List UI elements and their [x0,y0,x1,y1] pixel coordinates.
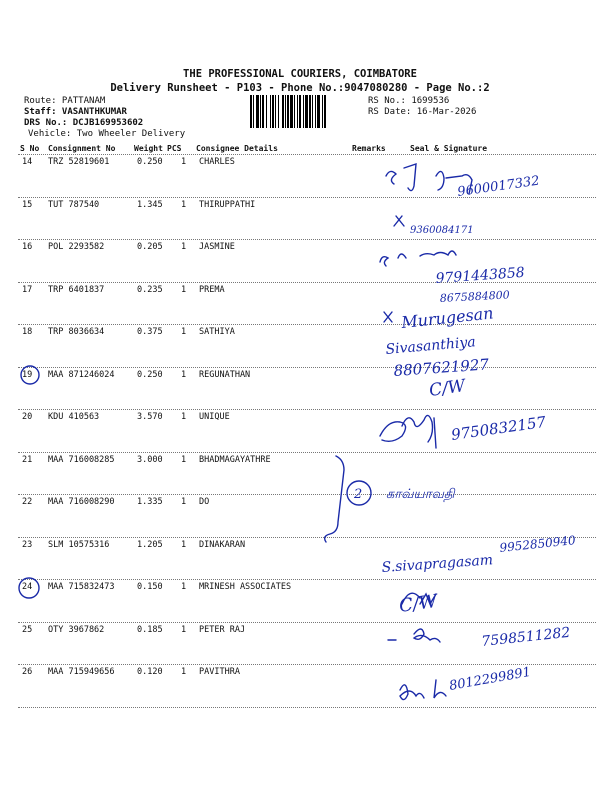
hw-phone-26: 8012299891 [448,664,533,694]
signature-26 [400,680,446,700]
hw-phone-14: 9600017332 [456,173,541,200]
cell-pcs: 1 [181,624,187,635]
cell-sno: 18 [22,327,33,337]
cell-consignment: TUT 787540 [48,199,100,210]
cell-consignee: PREMA [199,284,225,295]
bracket-21-22 [325,456,344,542]
cell-pcs: 1 [181,369,187,380]
cell-consignee: JASMINE [199,242,235,252]
signature-16 [394,216,404,226]
cell-sno: 26 [22,667,33,677]
circle-sno-19 [21,366,39,384]
col-sno: S No [20,144,40,153]
hw-phone-25: 7598511282 [480,624,572,650]
cell-sno: 15 [22,199,33,210]
cell-pcs: 1 [181,667,187,677]
hw-phone-16a: 9360084171 [410,225,474,236]
cell-consignment: SLM 10575316 [48,539,110,550]
hw-phone-17a: 9791443858 [435,264,526,287]
cell-sno: 16 [22,242,33,252]
cell-consignment: KDU 410563 [48,412,100,422]
cell-weight: 0.235 [137,284,163,295]
signature-18-mark [384,312,392,322]
cell-consignment: MAA 715832473 [48,582,115,592]
cell-pcs: 1 [181,199,187,210]
hw-phone-23: 9952850940 [498,533,577,555]
cell-sno: 22 [22,497,33,507]
cell-weight: 3.000 [137,454,163,465]
cell-consignment: MAA 871246024 [48,369,115,380]
hw-phone-17b: 8675884800 [439,288,511,305]
runsheet-title: Delivery Runsheet - P103 - Phone No.:9047080280 - Page No.:2 [110,82,490,94]
cell-sno: 19 [22,369,33,380]
cell-consignee: DINAKARAN [199,539,246,550]
cell-weight: 0.250 [137,369,163,380]
cell-weight: 0.120 [137,667,163,677]
hw-bracket-number: 2 [354,487,363,502]
cell-weight: 0.250 [137,157,163,167]
cell-consignment: TRP 8036634 [48,327,105,337]
cell-weight: 1.205 [137,539,163,550]
cell-weight: 1.335 [137,497,163,507]
cell-sno: 23 [22,539,33,550]
cell-weight: 0.150 [137,582,163,592]
circle-sno-24 [19,578,39,598]
cell-consignment: OTY 3967862 [48,624,105,635]
cell-weight: 3.570 [137,412,163,422]
cell-consignee: PAVITHRA [199,667,240,677]
cell-pcs: 1 [181,454,187,465]
cell-consignee: MRINESH ASSOCIATES [199,582,292,592]
hw-cw-19: C/W [427,376,467,401]
cell-consignee: UNIQUE [199,412,230,422]
signature-16b [380,251,456,266]
cell-consignment: MAA 715949656 [48,667,115,677]
cell-pcs: 1 [181,284,187,295]
col-consignment: Consignment No [48,144,116,153]
cell-consignee: PETER RAJ [199,624,246,635]
cell-consignee: REGUNATHAN [199,369,251,380]
signature-20 [380,415,436,448]
hw-tamil-21: காவ்யாவதி [386,487,455,502]
vehicle-label: Vehicle: Two Wheeler Delivery [28,129,186,139]
cell-weight: 0.185 [137,624,163,635]
cell-consignee: THIRUPPATHI [199,199,256,210]
col-pcs: PCS [167,144,182,153]
cell-sno: 20 [22,412,33,422]
hw-name-23: S.sivapragasam [381,552,494,576]
cell-consignee: CHARLES [199,157,235,167]
drs-label: DRS No.: DCJB169953602 [24,118,144,128]
cell-consignee: SATHIYA [199,327,235,337]
cell-sno: 25 [22,624,33,635]
cell-weight: 0.375 [137,327,163,337]
hw-name-18: Murugesan [400,303,495,332]
col-weight: Weight [134,144,163,153]
col-seal-signature: Seal & Signature [410,144,488,153]
staff-label: Staff: VASANTHKUMAR [24,107,127,117]
cell-consignment: TRP 6401837 [48,284,105,295]
signature-25 [388,629,440,642]
cell-pcs: 1 [181,242,187,252]
hw-phone-19: 8807621927 [393,355,490,380]
cell-weight: 0.205 [137,242,163,252]
hw-phone-20: 9750832157 [450,412,548,444]
route-label: Route: PATTANAM [24,96,106,106]
rs-date: RS Date: 16-Mar-2026 [368,107,477,117]
cell-pcs: 1 [181,412,187,422]
cell-sno: 14 [22,157,33,167]
cell-pcs: 1 [181,497,187,507]
cell-pcs: 1 [181,157,187,167]
hw-cw-24: C/W [397,590,439,617]
col-consignee: Consignee Details [196,144,278,153]
cell-consignment: MAA 716008290 [48,497,115,507]
cell-pcs: 1 [181,327,187,337]
rs-number: RS No.: 1699536 [368,96,450,106]
company-title: THE PROFESSIONAL COURIERS, COIMBATORE [183,68,417,80]
cell-consignee: BHADMAGAYATHRE [199,454,271,465]
cell-consignee: DO [199,497,210,507]
cell-consignment: POL 2293582 [48,242,105,252]
hw-name-19a: Sivasanthiya [384,334,477,358]
cell-sno: 21 [22,454,33,465]
cell-weight: 1.345 [137,199,163,210]
col-remarks: Remarks [352,144,386,153]
cell-pcs: 1 [181,582,187,592]
cell-pcs: 1 [181,539,187,550]
cell-consignment: TRZ 52819601 [48,157,110,167]
cell-sno: 24 [22,582,33,592]
cell-sno: 17 [22,284,33,295]
cell-consignment: MAA 716008285 [48,454,115,465]
